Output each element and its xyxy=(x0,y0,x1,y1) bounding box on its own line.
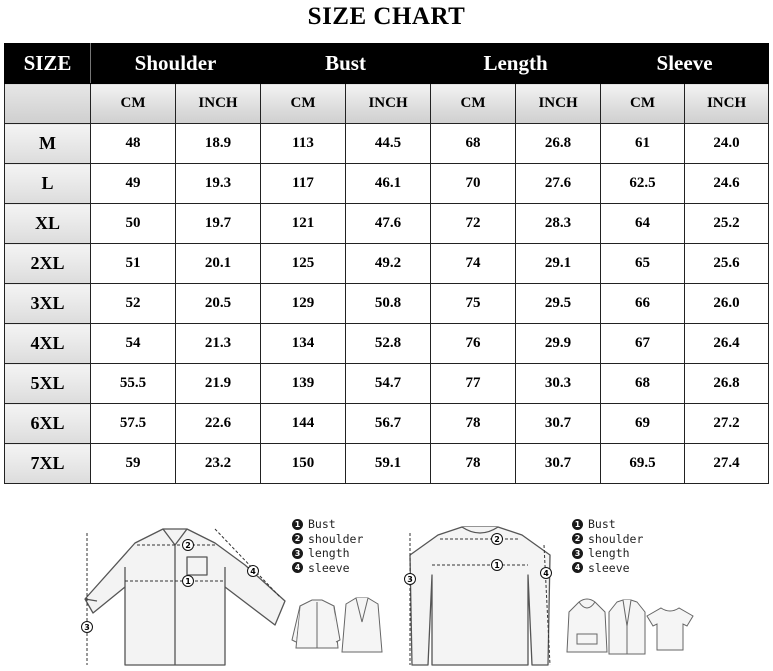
legend-number: 3 xyxy=(292,548,303,559)
measurement-cell: 68 xyxy=(431,124,516,164)
measurement-cell: 76 xyxy=(431,324,516,364)
unit-header: CM xyxy=(601,84,685,124)
legend-item xyxy=(572,546,643,561)
legend-item xyxy=(292,546,363,561)
shirt-shoulder-marker: 2 xyxy=(185,541,191,550)
measurement-cell: 49 xyxy=(91,164,176,204)
measurement-cell: 57.5 xyxy=(91,404,176,444)
measurement-cell: 66 xyxy=(601,284,685,324)
size-chart-table xyxy=(4,43,769,484)
measurement-cell: 30.3 xyxy=(516,364,601,404)
measurement-cell: 24.6 xyxy=(685,164,769,204)
legend-label: Bust xyxy=(588,517,616,531)
measurement-cell: 26.0 xyxy=(685,284,769,324)
measurement-cell: 44.5 xyxy=(346,124,431,164)
legend-item xyxy=(572,517,643,532)
cardigan-icon xyxy=(607,598,647,658)
measurement-cell: 21.9 xyxy=(176,364,261,404)
table-row xyxy=(5,244,769,284)
legend-item xyxy=(292,561,363,576)
measurement-cell: 129 xyxy=(261,284,346,324)
measurement-cell: 117 xyxy=(261,164,346,204)
sweater-bust-marker: 1 xyxy=(494,561,500,570)
measurement-cell: 65 xyxy=(601,244,685,284)
measurement-cell: 28.3 xyxy=(516,204,601,244)
sweater-diagram-icon xyxy=(400,515,560,671)
measurement-cell: 23.2 xyxy=(176,444,261,484)
measurement-cell: 78 xyxy=(431,444,516,484)
measurement-cell: 22.6 xyxy=(176,404,261,444)
measurement-cell: 54.7 xyxy=(346,364,431,404)
measurement-cell: 18.9 xyxy=(176,124,261,164)
measurement-cell: 26.8 xyxy=(516,124,601,164)
measurement-cell: 48 xyxy=(91,124,176,164)
measurement-cell: 150 xyxy=(261,444,346,484)
measurement-cell: 125 xyxy=(261,244,346,284)
measurement-cell: 24.0 xyxy=(685,124,769,164)
measurement-cell: 50.8 xyxy=(346,284,431,324)
measurement-cell: 75 xyxy=(431,284,516,324)
unit-header-row xyxy=(5,84,769,124)
measurement-cell: 19.7 xyxy=(176,204,261,244)
measurement-cell: 51 xyxy=(91,244,176,284)
measurement-cell: 26.8 xyxy=(685,364,769,404)
size-label-cell: 7XL xyxy=(5,444,91,484)
measurement-cell: 55.5 xyxy=(91,364,176,404)
size-label-cell: 4XL xyxy=(5,324,91,364)
measurement-cell: 29.1 xyxy=(516,244,601,284)
legend-label: sleeve xyxy=(588,560,630,575)
size-label-cell: 2XL xyxy=(5,244,91,284)
table-row xyxy=(5,324,769,364)
unit-header: INCH xyxy=(685,84,769,124)
unit-header: INCH xyxy=(176,84,261,124)
size-label-cell: 3XL xyxy=(5,284,91,324)
size-label-cell: XL xyxy=(5,204,91,244)
bust-column-header: Bust xyxy=(261,44,431,84)
measurement-cell: 50 xyxy=(91,204,176,244)
measurement-cell: 27.4 xyxy=(685,444,769,484)
legend-item xyxy=(292,532,363,547)
measurement-cell: 139 xyxy=(261,364,346,404)
legend-label: length xyxy=(588,546,630,560)
tshirt-icon xyxy=(645,604,695,654)
shirt-length-marker: 3 xyxy=(84,623,90,632)
measurement-cell: 74 xyxy=(431,244,516,284)
measurement-cell: 113 xyxy=(261,124,346,164)
length-column-header: Length xyxy=(431,44,601,84)
measurement-cell: 26.4 xyxy=(685,324,769,364)
measurement-cell: 68 xyxy=(601,364,685,404)
legend-label: sleeve xyxy=(308,560,350,575)
table-row xyxy=(5,204,769,244)
measurement-cell: 29.9 xyxy=(516,324,601,364)
legend-label: length xyxy=(308,546,350,560)
measurement-cell: 134 xyxy=(261,324,346,364)
unit-corner-cell xyxy=(5,84,91,124)
measurement-cell: 46.1 xyxy=(346,164,431,204)
legend-label: Bust xyxy=(308,517,336,531)
shirt-bust-marker: 1 xyxy=(185,577,191,586)
measurement-cell: 59 xyxy=(91,444,176,484)
legend-number: 4 xyxy=(292,562,303,573)
sweater-shoulder-marker: 2 xyxy=(494,535,500,544)
legend-right xyxy=(572,517,643,575)
measurement-cell: 20.1 xyxy=(176,244,261,284)
measurement-cell: 30.7 xyxy=(516,404,601,444)
measurement-cell: 61 xyxy=(601,124,685,164)
size-label-cell: L xyxy=(5,164,91,204)
legend-number: 2 xyxy=(572,533,583,544)
table-row xyxy=(5,164,769,204)
page-title: SIZE CHART xyxy=(307,3,466,30)
table-row xyxy=(5,404,769,444)
measurement-cell: 144 xyxy=(261,404,346,444)
measurement-cell: 62.5 xyxy=(601,164,685,204)
measurement-cell: 59.1 xyxy=(346,444,431,484)
measurement-cell: 25.6 xyxy=(685,244,769,284)
measurement-cell: 20.5 xyxy=(176,284,261,324)
unit-header: INCH xyxy=(346,84,431,124)
measurement-cell: 30.7 xyxy=(516,444,601,484)
legend-label: shoulder xyxy=(588,531,644,546)
size-column-header: SIZE xyxy=(5,44,91,84)
legend-number: 1 xyxy=(292,519,303,530)
measurement-cell: 21.3 xyxy=(176,324,261,364)
measurement-cell: 78 xyxy=(431,404,516,444)
blazer-icon xyxy=(338,596,386,658)
sweater-sleeve-marker: 4 xyxy=(543,569,549,578)
measurement-cell: 19.3 xyxy=(176,164,261,204)
sweater-length-marker: 3 xyxy=(407,575,413,584)
hoodie-icon xyxy=(565,598,609,658)
measurement-cell: 67 xyxy=(601,324,685,364)
legend-number: 3 xyxy=(572,548,583,559)
size-label-cell: 5XL xyxy=(5,364,91,404)
measurement-cell: 72 xyxy=(431,204,516,244)
legend-item xyxy=(292,517,363,532)
shirt-sleeve-marker: 4 xyxy=(250,567,256,576)
measurement-cell: 52 xyxy=(91,284,176,324)
size-label-cell: 6XL xyxy=(5,404,91,444)
sleeve-column-header: Sleeve xyxy=(601,44,769,84)
table-header-row xyxy=(5,44,769,84)
measurement-cell: 52.8 xyxy=(346,324,431,364)
table-row xyxy=(5,124,769,164)
legend-number: 4 xyxy=(572,562,583,573)
measurement-cell: 27.6 xyxy=(516,164,601,204)
measurement-cell: 70 xyxy=(431,164,516,204)
measurement-cell: 29.5 xyxy=(516,284,601,324)
measurement-cell: 27.2 xyxy=(685,404,769,444)
measurement-cell: 47.6 xyxy=(346,204,431,244)
legend-item xyxy=(572,532,643,547)
table-row xyxy=(5,284,769,324)
measurement-cell: 56.7 xyxy=(346,404,431,444)
measurement-cell: 69.5 xyxy=(601,444,685,484)
measurement-cell: 49.2 xyxy=(346,244,431,284)
measurement-cell: 54 xyxy=(91,324,176,364)
table-row xyxy=(5,364,769,404)
legend-left xyxy=(292,517,363,575)
legend-number: 1 xyxy=(572,519,583,530)
size-label-cell: M xyxy=(5,124,91,164)
unit-header: CM xyxy=(261,84,346,124)
unit-header: CM xyxy=(91,84,176,124)
measurement-cell: 69 xyxy=(601,404,685,444)
measurement-cell: 25.2 xyxy=(685,204,769,244)
measurement-cell: 77 xyxy=(431,364,516,404)
table-row xyxy=(5,444,769,484)
shoulder-column-header: Shoulder xyxy=(91,44,261,84)
unit-header: CM xyxy=(431,84,516,124)
shirt-diagram-icon xyxy=(75,515,290,671)
unit-header: INCH xyxy=(516,84,601,124)
measurement-cell: 64 xyxy=(601,204,685,244)
legend-item xyxy=(572,561,643,576)
measurement-cell: 121 xyxy=(261,204,346,244)
legend-number: 2 xyxy=(292,533,303,544)
legend-label: shoulder xyxy=(308,531,364,546)
